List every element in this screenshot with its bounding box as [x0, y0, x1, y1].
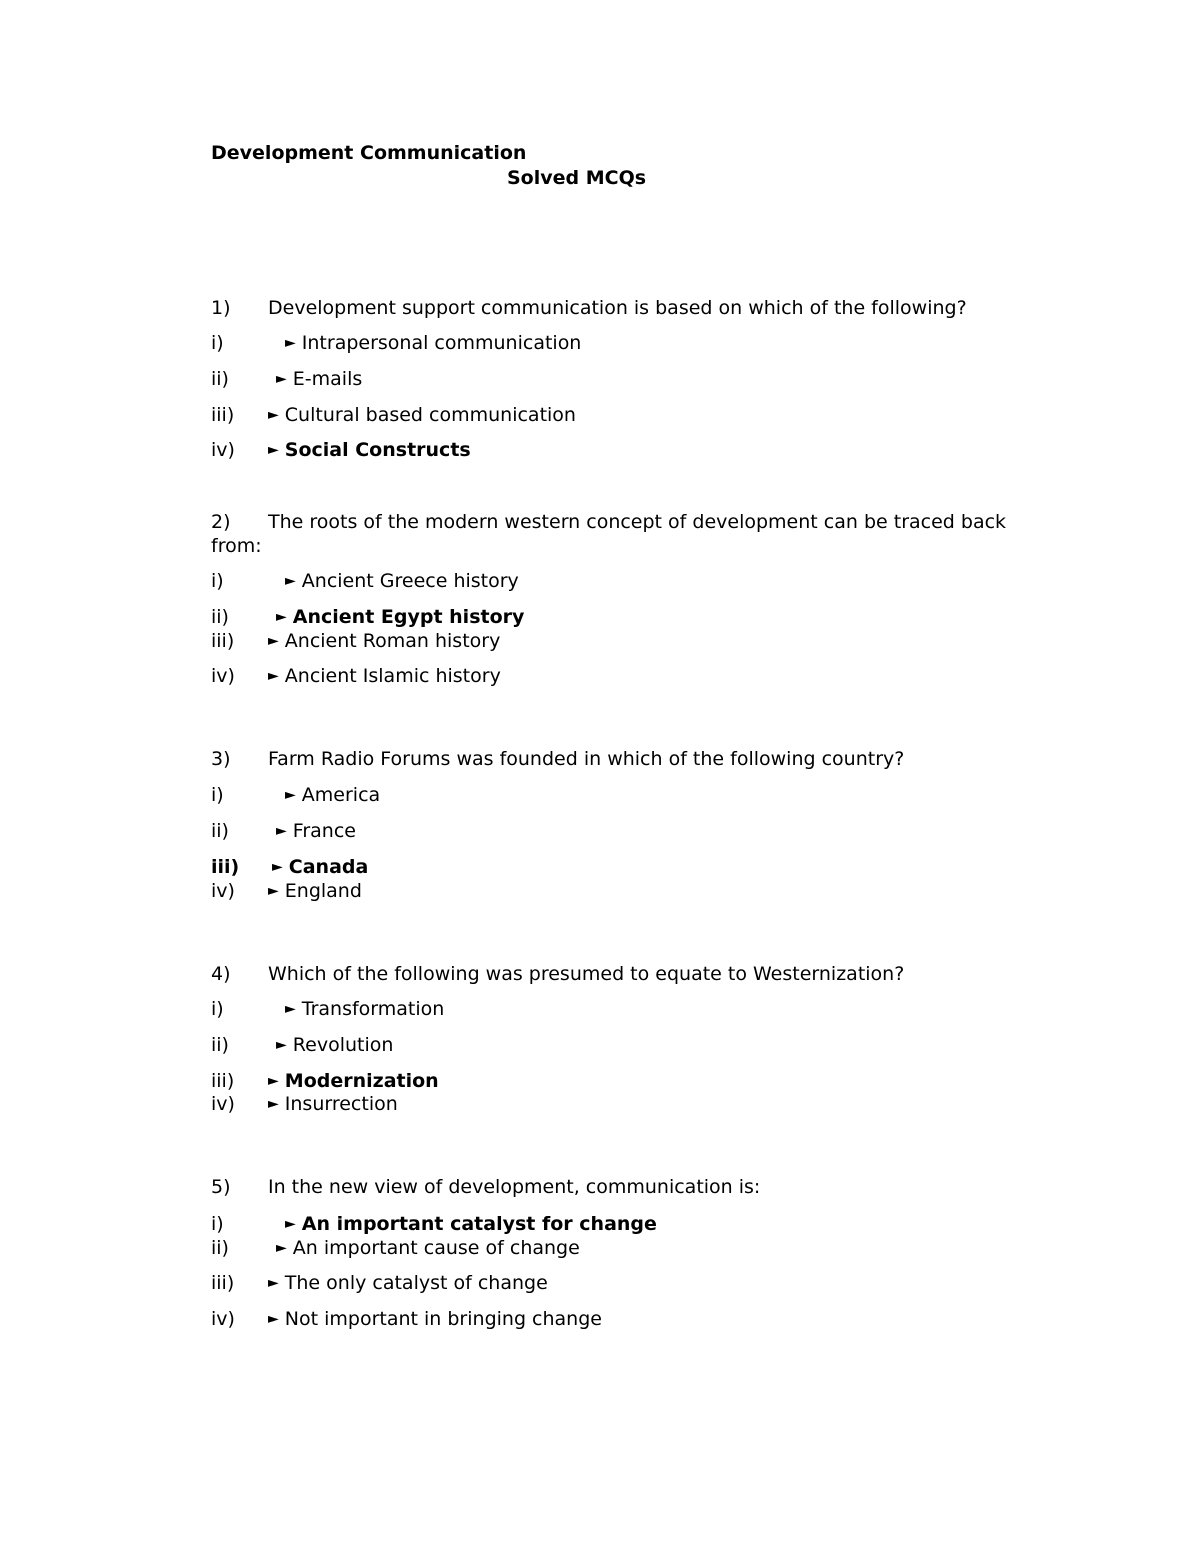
- arrow-right-icon: ►: [268, 883, 279, 899]
- option-text: Ancient Roman history: [284, 630, 501, 652]
- arrow-right-icon: ►: [268, 1096, 279, 1112]
- arrow-right-icon: ►: [285, 1216, 296, 1232]
- option-label: i): [211, 332, 224, 354]
- option-label: ii): [211, 820, 229, 842]
- option-text: Revolution: [292, 1034, 394, 1056]
- option-item: [268, 1092, 398, 1116]
- option-text: E-mails: [292, 368, 363, 390]
- document-title: Development Communication: [211, 142, 527, 164]
- option-item: [276, 367, 362, 391]
- arrow-right-icon: ►: [272, 859, 283, 875]
- question-text: In the new view of development, communication is:: [268, 1176, 761, 1198]
- arrow-right-icon: ►: [268, 1311, 279, 1327]
- arrow-right-icon: ►: [276, 1240, 287, 1256]
- option-item-correct: [276, 605, 524, 629]
- document-subtitle: Solved MCQs: [507, 167, 647, 189]
- question-text: Which of the following was presumed to equate to Westernization?: [268, 963, 905, 985]
- option-label: iv): [211, 1093, 235, 1115]
- option-label: iii): [211, 856, 240, 878]
- option-text-correct: Social Constructs: [284, 439, 471, 461]
- arrow-right-icon: ►: [276, 823, 287, 839]
- arrow-right-icon: ►: [276, 1037, 287, 1053]
- option-item-correct: [268, 438, 471, 462]
- arrow-right-icon: ►: [285, 787, 296, 803]
- option-item: [268, 1271, 548, 1295]
- question-text: Development support communication is based on which of the following?: [268, 297, 967, 319]
- option-text: Ancient Greece history: [301, 570, 519, 592]
- option-text: Insurrection: [284, 1093, 398, 1115]
- option-text: The only catalyst of change: [284, 1272, 548, 1294]
- question-number: 5): [211, 1176, 231, 1198]
- option-item: [268, 879, 362, 903]
- option-item: [276, 1236, 580, 1260]
- option-text: France: [292, 820, 356, 842]
- arrow-right-icon: ►: [285, 573, 296, 589]
- arrow-right-icon: ►: [285, 1001, 296, 1017]
- option-item: [285, 569, 519, 593]
- option-text-correct: Ancient Egypt history: [292, 606, 525, 628]
- option-label: i): [211, 1213, 224, 1235]
- question-number: 3): [211, 748, 231, 770]
- option-item: [268, 664, 501, 688]
- arrow-right-icon: ►: [276, 609, 287, 625]
- option-label: iii): [211, 1070, 235, 1092]
- option-label: iv): [211, 439, 235, 461]
- option-text-correct: Canada: [288, 856, 369, 878]
- option-item: [268, 403, 576, 427]
- option-item: [268, 1307, 602, 1331]
- option-text: Cultural based communication: [284, 404, 576, 426]
- option-label: iv): [211, 880, 235, 902]
- option-label: ii): [211, 368, 229, 390]
- option-item: [276, 1033, 393, 1057]
- arrow-right-icon: ►: [268, 407, 279, 423]
- option-label: ii): [211, 1034, 229, 1056]
- option-item-correct: [272, 855, 368, 879]
- option-label: ii): [211, 1237, 229, 1259]
- option-item-correct: [285, 1212, 657, 1236]
- arrow-right-icon: ►: [268, 1275, 279, 1291]
- question-number: 2): [211, 511, 231, 533]
- option-label: i): [211, 570, 224, 592]
- option-item: [276, 819, 356, 843]
- option-text: Transformation: [301, 998, 445, 1020]
- option-item: [285, 997, 444, 1021]
- option-text-correct: An important catalyst for change: [301, 1213, 657, 1235]
- option-text: Intrapersonal communication: [301, 332, 582, 354]
- option-label: iii): [211, 404, 235, 426]
- option-item: [285, 783, 380, 807]
- option-label: ii): [211, 606, 229, 628]
- option-label: iii): [211, 1272, 235, 1294]
- option-item: [268, 629, 500, 653]
- question-number: 4): [211, 963, 231, 985]
- arrow-right-icon: ►: [268, 633, 279, 649]
- option-item: [285, 331, 581, 355]
- option-label: i): [211, 784, 224, 806]
- option-label: iv): [211, 665, 235, 687]
- option-text: Ancient Islamic history: [284, 665, 501, 687]
- arrow-right-icon: ►: [285, 335, 296, 351]
- option-label: i): [211, 998, 224, 1020]
- option-item-correct: [268, 1069, 439, 1093]
- option-text: An important cause of change: [292, 1237, 580, 1259]
- arrow-right-icon: ►: [268, 442, 279, 458]
- option-text: England: [284, 880, 362, 902]
- arrow-right-icon: ►: [268, 1073, 279, 1089]
- option-text: Not important in bringing change: [284, 1308, 602, 1330]
- arrow-right-icon: ►: [268, 668, 279, 684]
- option-text-correct: Modernization: [284, 1070, 439, 1092]
- question-number: 1): [211, 297, 231, 319]
- option-label: iv): [211, 1308, 235, 1330]
- question-text: The roots of the modern western concept of development can be traced back from:: [211, 511, 1007, 557]
- question-text: Farm Radio Forums was founded in which of the following country?: [268, 748, 905, 770]
- option-label: iii): [211, 630, 235, 652]
- arrow-right-icon: ►: [276, 371, 287, 387]
- option-text: America: [301, 784, 381, 806]
